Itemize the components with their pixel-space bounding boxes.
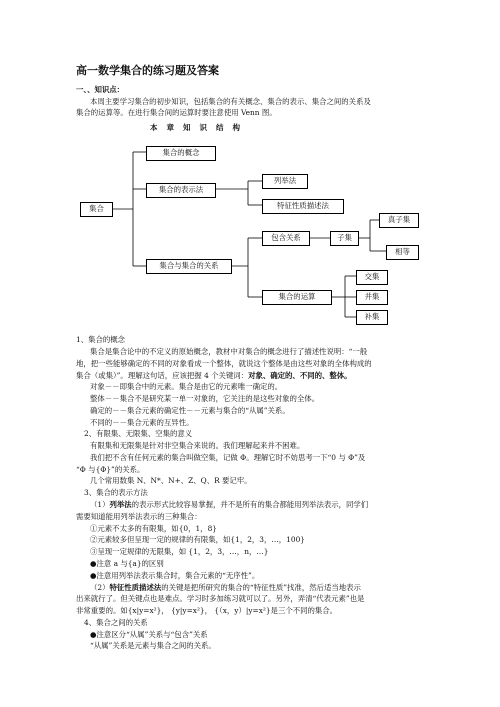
body-line: 我们把不含有任何元素的集合叫做空集，记做 Φ。理解它时不妨思考一下“0 与 Φ”及 bbox=[90, 453, 366, 462]
body-line-keywords bbox=[76, 371, 352, 380]
heading-set-relations: 4、集合之间的关系 bbox=[84, 618, 148, 627]
node-set-concept: 集合的概念 bbox=[146, 146, 216, 161]
body-line-enumeration bbox=[90, 500, 368, 509]
body-line: 几个常用数集 N、N*、N+、Z、Q、R 要记牢。 bbox=[90, 476, 252, 485]
item-number: （1） bbox=[90, 500, 110, 509]
diagram-title: 本章知识结构 bbox=[150, 123, 249, 132]
body-line: 地，把一些能够确定的不同的对象看成一个整体，就说这个整体是由这些对象的全体构成的 bbox=[76, 359, 372, 368]
body-line: 不同的－－集合元素的互异性。 bbox=[90, 418, 194, 427]
body-line: 需要知道能用列举法表示的三种集合： bbox=[76, 512, 202, 521]
node-inclusion: 包含关系 bbox=[262, 231, 310, 246]
body-line: 出来就行了。但关键点也是难点。学习时多加练习就可以了。另外，弄清“代表元素”也是 bbox=[76, 594, 365, 603]
node-intersection: 交集 bbox=[356, 270, 388, 285]
node-union: 并集 bbox=[356, 290, 388, 305]
intro-line-2: 集合的运算等。在进行集合间的运算时要注意使用 Venn 图。 bbox=[76, 108, 277, 117]
keywords-emphasis: 对象、确定的、不同的、整体。 bbox=[248, 371, 352, 380]
line-text: 的关键是把所研究的集合的“特征性质”找准，然后适当地表示 bbox=[161, 583, 361, 592]
body-line: 有限集和无限集是针对非空集合来说的。我们理解起来并不困难。 bbox=[90, 441, 305, 450]
section-heading-knowledge: 一、、知识点： bbox=[76, 85, 125, 94]
term-enumeration: 列举法 bbox=[109, 500, 132, 509]
page-title: 高一数学集合的练习题及答案 bbox=[76, 64, 219, 77]
keywords-lead: 集合（或集）”。理解这句话，应该把握 4 个关键词： bbox=[76, 371, 249, 380]
body-line: 对象－－即集合中的元素。集合是由它的元素唯一确定的。 bbox=[90, 382, 283, 391]
body-line: 整体－－集合不是研究某一单一对象的，它关注的是这些对象的全体。 bbox=[90, 394, 320, 403]
body-line: “Φ 与{Φ}”的关系。 bbox=[76, 465, 145, 474]
node-subset: 子集 bbox=[330, 231, 359, 246]
node-proper-subset: 真子集 bbox=[379, 213, 419, 228]
bullet-item: ●注意区分“从属”关系与“包含”关系 bbox=[90, 630, 208, 639]
bullet-item: ●注意 a 与{a}的区别 bbox=[90, 559, 164, 568]
node-set-representation: 集合的表示法 bbox=[146, 183, 216, 198]
node-equal: 相等 bbox=[386, 245, 419, 260]
list-item: ③呈现一定规律的无限集，如 {1，2，3，…，n，…} bbox=[90, 547, 269, 556]
body-line: 集合是集合论中的不定义的原始概念，教材中对集合的概念进行了描述性说明：“一般 bbox=[90, 347, 368, 356]
node-set-operations: 集合的运算 bbox=[262, 290, 332, 305]
list-item: ②元素较多但呈现一定的规律的有限集，如{1，2，3，…，100} bbox=[90, 535, 305, 544]
body-line: 确定的－－集合元素的确定性－－元素与集合的“从属”关系。 bbox=[90, 406, 290, 415]
node-enumeration: 列举法 bbox=[262, 174, 308, 189]
term-property-description: 特征性质描述法 bbox=[109, 583, 162, 592]
node-set: 集合 bbox=[80, 202, 113, 217]
node-set-relations: 集合与集合的关系 bbox=[146, 259, 232, 274]
body-line-property bbox=[90, 583, 361, 592]
bullet-item: ●注意用列举法表示集合时，集合元素的“无序性”。 bbox=[90, 571, 260, 580]
item-number: （2） bbox=[90, 583, 110, 592]
node-property-description: 特征性质描述法 bbox=[262, 199, 344, 214]
heading-finite-infinite: 2、有限集、无限集、空集的意义 bbox=[84, 429, 193, 438]
intro-line-1: 本周主要学习集合的初步知识，包括集合的有关概念、集合的表示、集合之间的关系及 bbox=[90, 97, 371, 106]
node-complement: 补集 bbox=[356, 310, 388, 325]
body-line: “从属”关系是元素与集合之间的关系。 bbox=[90, 641, 216, 650]
heading-set-concept: 1、集合的概念 bbox=[76, 335, 126, 344]
body-line: 非常重要的。如{x|y=x²}， {y|y=x²}， {（x，y）|y=x²}是三个不同的集合。 bbox=[76, 606, 338, 615]
heading-representation: 3、集合的表示方法 bbox=[84, 488, 148, 497]
list-item: ①元素不太多的有限集，如{0，1，8} bbox=[90, 524, 217, 533]
line-text: 的表示形式比较容易掌握，并不是所有的集合都能用列举法表示，同学们 bbox=[131, 500, 369, 509]
